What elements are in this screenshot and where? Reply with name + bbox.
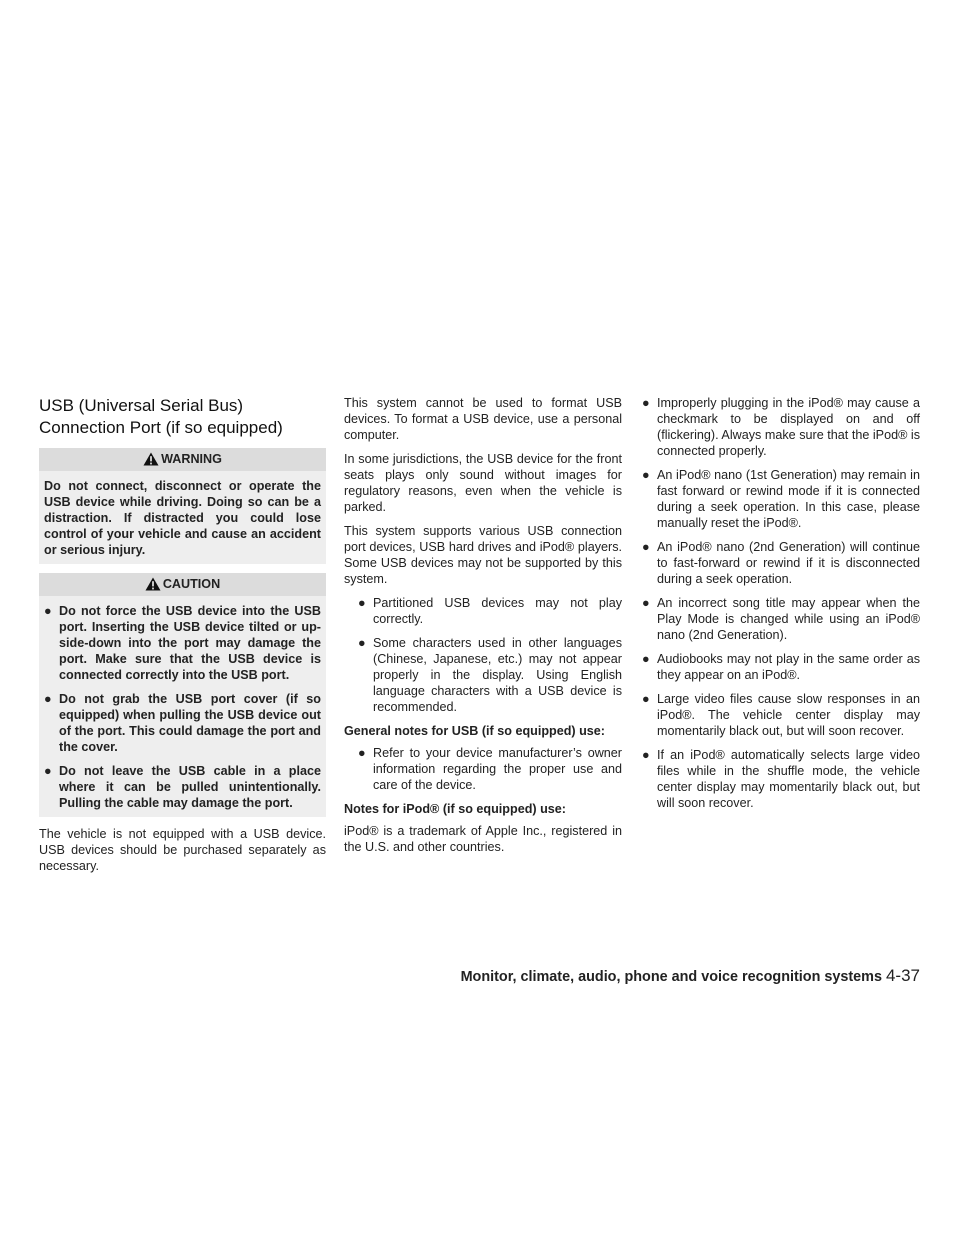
column-3	[642, 395, 920, 819]
column-1	[39, 395, 326, 882]
warning-body	[39, 471, 326, 564]
page-number: 4-37	[885, 966, 920, 985]
section-title-line-2: Connection Port (if so equipped)	[39, 418, 283, 437]
caution-list	[44, 603, 321, 811]
warning-label: WARNING	[161, 452, 222, 466]
trademark-note: iPod® is a trademark of Apple Inc., registered in the U.S. and other countries.	[344, 824, 622, 854]
list-item: ● Some characters used in other languages (Chinese, Japanese, etc.) may not appear properly in the display. Using English language characters with a USB device is recommended.	[358, 636, 622, 714]
list-item: ● An incorrect song title may appear when the Play Mode is changed while using an iPod® nano (2nd Generation).	[642, 596, 920, 642]
page-footer	[461, 966, 920, 986]
support-list	[344, 595, 622, 715]
bullet-icon: ●	[642, 596, 650, 610]
list-item: ● An iPod® nano (2nd Generation) will continue to fast-forward or rewind if it is disconnected during a seek operation.	[642, 540, 920, 586]
bullet-icon: ●	[44, 692, 52, 706]
column-2	[344, 395, 622, 863]
bullet-icon: ●	[642, 396, 650, 410]
warning-text: Do not connect, disconnect or operate the USB device while driving. Doing so can be a distraction. If distracted you could lose control of your vehicle and cause an accident or serious injury.	[44, 479, 321, 557]
bullet-icon: ●	[358, 636, 366, 650]
caution-header	[39, 573, 326, 596]
bullet-icon: ●	[358, 596, 366, 610]
chapter-title: Monitor, climate, audio, phone and voice recognition systems	[460, 969, 882, 985]
caution-body	[39, 596, 326, 817]
bullet-icon: ●	[642, 652, 650, 666]
ipod-notes-heading: Notes for iPod® (if so equipped) use:	[344, 802, 566, 816]
bullet-icon: ●	[642, 540, 650, 554]
list-item: ● An iPod® nano (1st Generation) may remain in fast forward or rewind mode if it is connected during a seek operation. In this case, please manually reset the iPod®.	[642, 468, 920, 530]
list-item: ● If an iPod® automatically selects large video files while in the shuffle mode, the vehicle center display may momentarily black out, but will soon recover.	[642, 748, 920, 810]
bullet-icon: ●	[44, 764, 52, 778]
bullet-icon: ●	[642, 748, 650, 762]
bullet-icon: ●	[358, 746, 366, 760]
general-notes-list	[344, 745, 622, 793]
bullet-icon: ●	[642, 468, 650, 482]
list-item: ● Partitioned USB devices may not play correctly.	[358, 596, 622, 626]
caution-triangle-icon	[145, 577, 161, 591]
caution-item: ● Do not grab the USB port cover (if so equipped) when pulling the USB device out of the port. This could damage the port and the cover.	[44, 692, 321, 754]
section-title	[39, 395, 326, 439]
supported-devices-note: This system supports various USB connection port devices, USB hard drives and iPod® players. Some USB devices may not be supported by this system.	[344, 524, 622, 586]
list-item: ● Refer to your device manufacturer’s owner information regarding the proper use and care of the device.	[358, 746, 622, 792]
bullet-icon: ●	[44, 604, 52, 618]
caution-item: ● Do not force the USB device into the USB port. Inserting the USB device tilted or up-side-down into the port may damage the port. Make sure that the USB device is connected correctly into the USB port.	[44, 604, 321, 682]
ipod-notes-list	[642, 395, 920, 811]
list-item: ● Audiobooks may not play in the same order as they appear on an iPod®.	[642, 652, 920, 682]
caution-item: ● Do not leave the USB cable in a place where it can be pulled unintentionally. Pulling the cable may damage the port.	[44, 764, 321, 810]
section-title-line-1: USB (Universal Serial Bus)	[39, 396, 244, 415]
jurisdiction-note: In some jurisdictions, the USB device for the front seats plays only sound without images for regulatory reasons, even when the vehicle is parked.	[344, 452, 622, 514]
bullet-icon: ●	[642, 692, 650, 706]
warning-triangle-icon	[143, 452, 159, 466]
warning-header	[39, 448, 326, 471]
format-note: This system cannot be used to format USB devices. To format a USB device, use a personal computer.	[344, 396, 622, 442]
general-notes-heading: General notes for USB (if so equipped) use:	[344, 724, 606, 738]
caution-label: CAUTION	[162, 577, 221, 591]
list-item: ● Improperly plugging in the iPod® may cause a checkmark to be displayed on and off (flickering). Always make sure that the iPod® is connected properly.	[642, 396, 920, 458]
usb-device-note: The vehicle is not equipped with a USB device. USB devices should be purchased separately as necessary.	[39, 827, 326, 873]
list-item: ● Large video files cause slow responses in an iPod®. The vehicle center display may momentarily black out, but will soon recover.	[642, 692, 920, 738]
